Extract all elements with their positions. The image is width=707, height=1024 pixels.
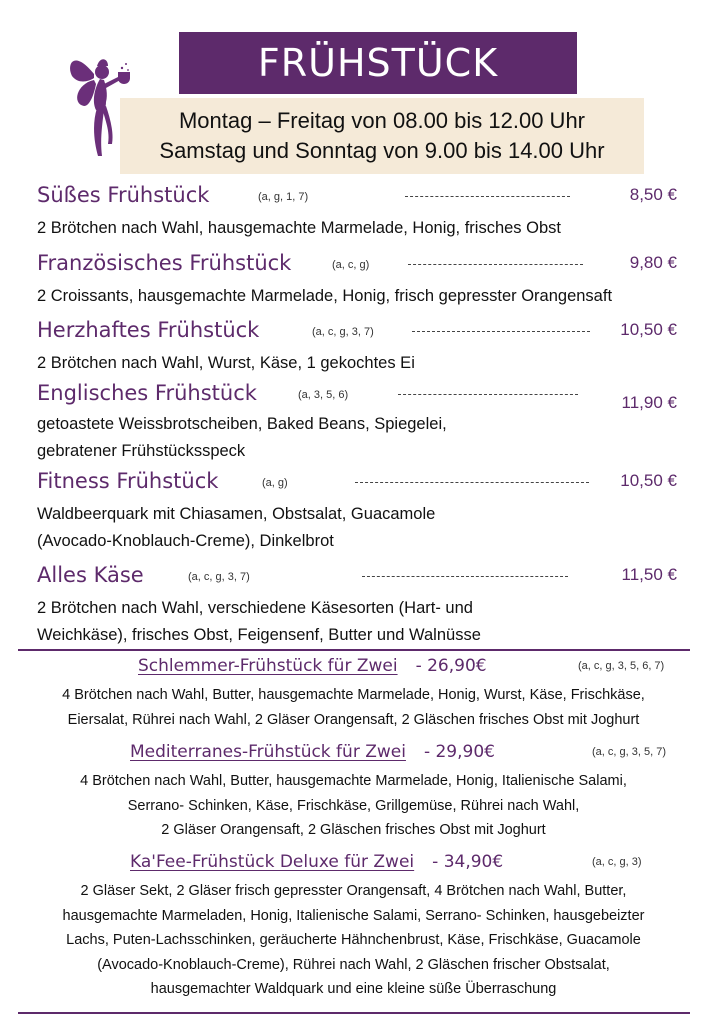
item-description: Waldbeerquark mit Chiasamen, Obstsalat, Guacamole (Avocado-Knoblauch-Creme), Dinkelbrot [37, 505, 436, 550]
special-name: Ka'Fee-Frühstück Deluxe für Zwei [130, 852, 415, 872]
item-name: Alles Käse [37, 563, 144, 587]
item-name: Herzhaftes Frühstück [37, 318, 260, 342]
section-divider [18, 649, 690, 651]
special-heading [138, 656, 487, 676]
item-price: 10,50 € [620, 471, 677, 490]
item-allergens: (a, 3, 5, 6) [298, 389, 349, 401]
special-price: - 29,90€ [423, 742, 495, 762]
dotted-leader [362, 563, 568, 577]
dotted-leader [405, 183, 570, 197]
item-description: 2 Brötchen nach Wahl, verschiedene Käsesorten (Hart- und Weichkäse), frisches Obst, Feigensenf, Butter und Walnüsse [37, 599, 481, 644]
dotted-leader [355, 469, 589, 483]
dotted-leader [412, 318, 590, 332]
special-description: 4 Brötchen nach Wahl, Butter, hausgemachte Marmelade, Honig, Italienische Salami, Serrano- Schinken, Käse, Frischkäse, Grillgemüse, Rührei nach Wahl, 2 Gläser Orangensaft, 2 Gläschen frisches Obst mit Joghurt [80, 773, 627, 838]
item-price: 11,50 € [621, 565, 677, 584]
special-description: 4 Brötchen nach Wahl, Butter, hausgemachte Marmelade, Honig, Wurst, Käse, Frischkäse, Eiersalat, Rührei nach Wahl, 2 Gläser Orangensaft, 2 Gläschen frisches Obst mit Joghurt [62, 687, 645, 728]
special-price: - 26,90€ [415, 656, 487, 676]
dotted-leader [408, 251, 583, 265]
hours-weekdays: Montag – Freitag von 08.00 bis 12.00 Uhr [178, 108, 586, 133]
item-description: getoastete Weissbrotscheiben, Baked Beans, Spiegelei, gebratener Frühstücksspeck [37, 415, 447, 460]
special-allergens: (a, c, g, 3, 5, 6, 7) [578, 660, 665, 672]
item-name: Französisches Frühstück [37, 251, 292, 275]
item-price: 9,80 € [629, 253, 677, 272]
item-name: Englisches Frühstück [37, 381, 257, 405]
special-heading [130, 742, 495, 762]
item-allergens: (a, c, g, 3, 7) [312, 326, 374, 338]
item-description: 2 Brötchen nach Wahl, Wurst, Käse, 1 gekochtes Ei [37, 354, 415, 372]
special-description: 2 Gläser Sekt, 2 Gläser frisch gepresster Orangensaft, 4 Brötchen nach Wahl, Butter, hausgemachte Marmeladen, Honig, Italienische Salami, Serrano- Schinken, hausgebeizter Lachs, Puten-Lachsschinken, geräucherte Hähnchenbrust, Käse, Frischkäse, Guacamole (Avocado-Knoblauch-Creme), Rührei nach Wahl, 2 Gläschen frischer Obstsalat, hausgemachter Waldquark und eine kleine süße Überraschung [62, 883, 645, 997]
item-allergens: (a, c, g, 3, 7) [188, 571, 250, 583]
item-allergens: (a, g) [262, 477, 288, 489]
item-price: 10,50 € [620, 320, 677, 339]
special-price: - 34,90€ [432, 852, 504, 872]
item-description: 2 Croissants, hausgemachte Marmelade, Honig, frisch gepresster Orangensaft [37, 287, 613, 305]
item-name: Fitness Frühstück [37, 469, 219, 493]
special-name: Mediterranes-Frühstück für Zwei [130, 742, 406, 762]
special-allergens: (a, c, g, 3, 5, 7) [592, 746, 666, 758]
item-price: 8,50 € [629, 185, 677, 204]
dotted-leader [398, 381, 578, 395]
hours-weekend: Samstag und Sonntag von 9.00 bis 14.00 Uhr [159, 138, 605, 163]
bottom-divider [18, 1012, 690, 1014]
item-name: Süßes Frühstück [37, 183, 210, 207]
page-title: FRÜHSTÜCK [179, 32, 577, 94]
special-heading [130, 852, 503, 872]
opening-hours [120, 98, 644, 174]
item-allergens: (a, g, 1, 7) [258, 191, 309, 203]
special-name: Schlemmer-Frühstück für Zwei [138, 656, 398, 676]
item-price: 11,90 € [621, 393, 677, 412]
special-allergens: (a, c, g, 3) [592, 856, 642, 868]
item-description: 2 Brötchen nach Wahl, hausgemachte Marmelade, Honig, frisches Obst [37, 219, 561, 237]
item-allergens: (a, c, g) [332, 259, 370, 271]
